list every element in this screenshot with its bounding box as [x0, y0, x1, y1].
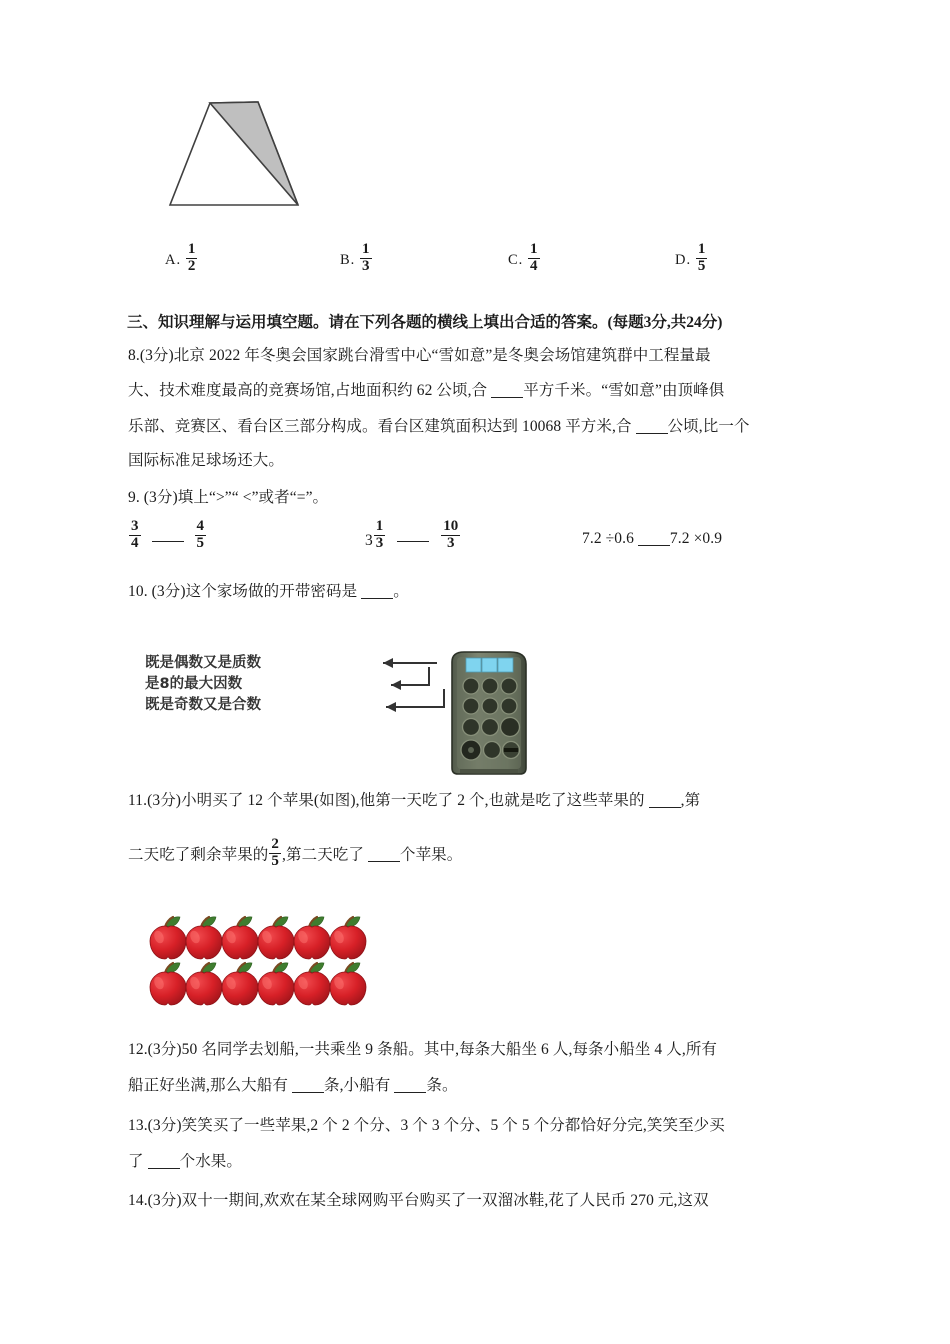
comparison2-left-numerator: 1: [375, 518, 384, 535]
question10-line1: [128, 583, 409, 599]
comparison1-left-numerator: 3: [131, 518, 139, 535]
option-c-label: C.: [508, 252, 524, 269]
apple-row-1: [150, 917, 366, 959]
comparison1-right-denominator: 5: [196, 534, 204, 551]
question9-prompt: 9. (3分)填上“>”“ <”或者“=”。: [128, 489, 329, 506]
comparison2-left-denominator: 3: [375, 534, 384, 551]
arrow-head-3: [386, 702, 396, 712]
apple-1: [150, 917, 186, 959]
question12-blank-1[interactable]: [292, 1077, 324, 1093]
comparison3-blank[interactable]: [638, 530, 670, 546]
keypad-label-1: 既是偶数又是质数: [145, 655, 261, 671]
display-cell-3: [498, 658, 513, 672]
apple-3: [222, 917, 258, 959]
question8-line1: 8.(3分)北京 2022 年冬奥会国家跳台滑雪中心“雪如意”是冬奥会场馆建筑群中工程量最: [128, 347, 711, 364]
question11-fraction-denominator: 5: [271, 852, 280, 869]
option-c-numerator: 1: [530, 241, 538, 258]
option-d-label: D.: [675, 252, 692, 269]
comparison1-right-fraction: [195, 519, 207, 551]
question13-text-a: 了: [128, 1152, 144, 1170]
apple-8: [186, 963, 222, 1005]
question11-blank-2[interactable]: [368, 846, 400, 862]
question9-comparison-2: [365, 518, 461, 554]
option-d-fraction: [696, 242, 708, 274]
comparison1-right-numerator: 4: [196, 518, 204, 535]
question12-text-c: 条。: [426, 1076, 458, 1094]
arrow-head-1: [383, 658, 393, 668]
section3-heading: 三、知识理解与运用填空题。请在下列各题的横线上填出合适的答案。(每题3分,共24分): [127, 314, 723, 331]
apple-12: [330, 963, 366, 1005]
question8-blank-2[interactable]: [636, 418, 668, 434]
question12-text-a: 船正好坐满,那么大船有: [128, 1076, 288, 1094]
question9-comparison-1: [128, 518, 207, 554]
apple-11: [294, 963, 330, 1005]
option-c-denominator: 4: [530, 257, 538, 274]
question12-line1: 12.(3分)50 名同学去划船,一共乘坐 9 条船。其中,每条大船坐 6 人,每条小船坐 4 人,所有: [128, 1041, 718, 1058]
question8-line2: [128, 382, 724, 398]
display-cell-2: [482, 658, 497, 672]
question13-blank[interactable]: [148, 1153, 180, 1169]
apples-svg: [147, 915, 397, 1011]
option-d-numerator: 1: [697, 241, 706, 258]
question13-text-b: 个水果。: [179, 1152, 242, 1170]
apple-6: [330, 917, 366, 959]
question11-blank-1[interactable]: [649, 792, 681, 808]
keypad-buttons: [461, 678, 520, 760]
option-a-denominator: 2: [187, 257, 196, 274]
keypad-bottom-strip: [460, 769, 518, 773]
question11-line1: [128, 792, 700, 808]
trapezoid-svg: [145, 100, 305, 220]
apple-4: [258, 917, 294, 959]
question8-line2-text-a: 大、技术难度最高的竞赛场馆,占地面积约 62 公顷,合: [128, 381, 488, 399]
question11-line2-text-a: 二天吃了剩余苹果的: [128, 846, 269, 864]
comparison1-blank[interactable]: [152, 526, 184, 542]
question9-comparison-3: [582, 530, 722, 546]
question12-line2: [128, 1077, 458, 1093]
comparison2-right-denominator: 3: [441, 535, 460, 551]
apple-row-2: [150, 963, 366, 1005]
question11-line2-text-c: 个苹果。: [399, 846, 463, 864]
comparison2-blank[interactable]: [397, 526, 429, 542]
keypad-label-2: 是8的最大因数: [145, 676, 243, 692]
question8-line4: 国际标准足球场还大。: [128, 452, 285, 469]
apples-figure: [147, 915, 397, 1011]
question11-line2-text-b: ,第二天吃了: [282, 846, 364, 864]
question8-line3-text-b: 公顷,比一个: [667, 417, 750, 435]
option-d[interactable]: [675, 241, 708, 277]
question11-text-b: ,第: [680, 791, 701, 809]
question8-line3: [128, 418, 750, 434]
keypad-device: [442, 648, 528, 770]
question13-line1: 13.(3分)笑笑买了一些苹果,2 个 2 个分、3 个 3 个分、5 个 5 个分都恰好分完,笑笑至少买: [128, 1117, 725, 1134]
question13-line2: [128, 1153, 242, 1169]
option-a[interactable]: [165, 241, 198, 277]
question8-line2-text-b: 平方千米。“雪如意”由顶峰俱: [523, 381, 725, 399]
question11-fraction-numerator: 2: [271, 836, 280, 853]
option-b-numerator: 1: [362, 241, 370, 258]
question7-options: [145, 243, 835, 287]
apple-10: [258, 963, 294, 1005]
keypad-label-3: 既是奇数又是合数: [145, 697, 261, 713]
option-a-label: A.: [165, 252, 182, 269]
comparison2-right-fraction: [441, 519, 460, 551]
question11-fraction: [269, 837, 281, 869]
option-c[interactable]: [508, 241, 541, 277]
question12-blank-2[interactable]: [394, 1077, 426, 1093]
arrow-head-2: [391, 680, 401, 690]
comparison2-left-fraction: [374, 519, 386, 551]
comparison3-left-expression: 7.2 ÷0.6: [582, 529, 634, 547]
question8-line3-text-a: 乐部、竞赛区、看台区三部分构成。看台区建筑面积达到 10068 平方米,合: [128, 417, 632, 435]
comparison3-right-expression: 7.2 ×0.9: [669, 529, 723, 547]
comparison2-left-mixed: [365, 518, 386, 554]
keypad-svg: [442, 648, 538, 776]
option-c-fraction: [528, 242, 540, 274]
option-b-label: B.: [340, 252, 356, 269]
question12-text-b: 条,小船有: [323, 1076, 391, 1094]
question10-blank[interactable]: [361, 583, 393, 599]
option-b-denominator: 3: [362, 257, 370, 274]
question10-text-a: 10. (3分)这个家场做的开带密码是: [128, 582, 358, 600]
option-a-fraction: [186, 242, 198, 274]
option-d-denominator: 5: [697, 257, 706, 274]
question8-blank-1[interactable]: [491, 382, 523, 398]
question11-text-a: 11.(3分)小明买了 12 个苹果(如图),他第一天吃了 2 个,也就是吃了这些苹果的: [128, 791, 645, 809]
comparison2-left-whole: 3: [365, 531, 373, 549]
apple-2: [186, 917, 222, 959]
comparison1-left-denominator: 4: [131, 534, 139, 551]
question14-line1: 14.(3分)双十一期间,欢欢在某全球网购平台购买了一双溜冰鞋,花了人民币 270 元,这双: [128, 1192, 709, 1209]
apple-9: [222, 963, 258, 1005]
apple-5: [294, 917, 330, 959]
apple-7: [150, 963, 186, 1005]
question10-text-b: 。: [393, 582, 409, 600]
shaded-trapezoid-figure: [145, 100, 305, 220]
keypad-figure: [137, 645, 537, 780]
option-a-numerator: 1: [187, 241, 196, 258]
comparison2-right-numerator: 10: [443, 518, 459, 535]
question11-line2: [128, 836, 463, 872]
display-cell-1: [466, 658, 481, 672]
option-b-fraction: [360, 242, 372, 274]
comparison1-left-fraction: [129, 519, 141, 551]
option-b[interactable]: [340, 241, 373, 277]
